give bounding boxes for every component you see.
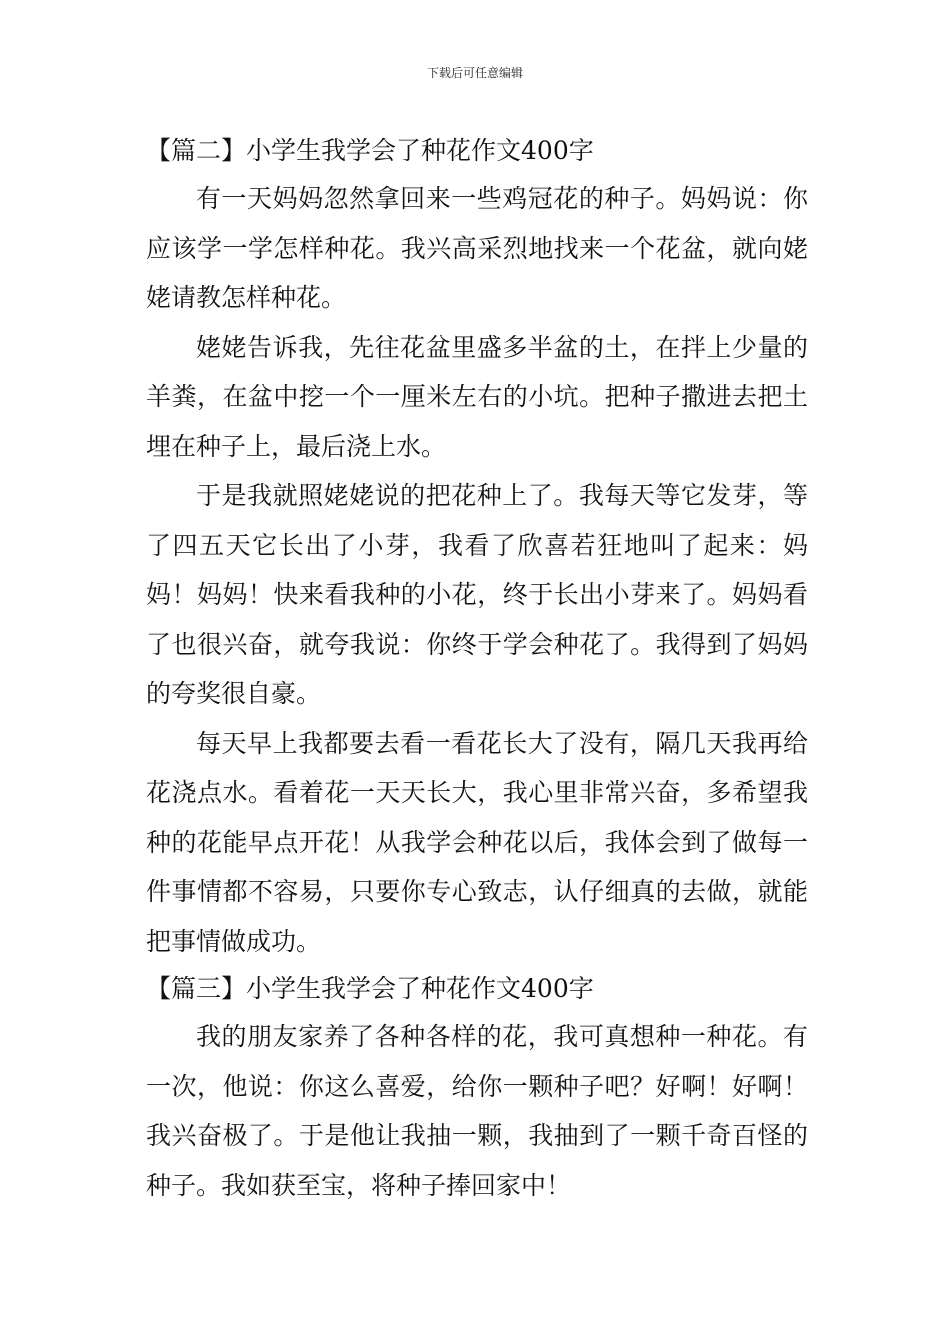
paragraph: 有一天妈妈忽然拿回来一些鸡冠花的种子。妈妈说：你应该学一学怎样种花。我兴高采烈地找来一个花盆，就向姥姥请教怎样种花。 xyxy=(146,184,808,312)
section-3 xyxy=(146,966,808,1210)
section-heading: 【篇二】小学生我学会了种花作文400字 xyxy=(146,136,594,165)
paragraph: 姥姥告诉我，先往花盆里盛多半盆的土，在拌上少量的羊粪，在盆中挖一个一厘米左右的小坑。把种子撒进去把土埋在种子上，最后浇上水。 xyxy=(146,332,808,461)
paragraph: 于是我就照姥姥说的把花种上了。我每天等它发芽，等了四五天它长出了小芽，我看了欣喜若狂地叫了起来：妈妈！妈妈！快来看我种的小花，终于长出小芽来了。妈妈看了也很兴奋，就夸我说：你终于学会种花了。我得到了妈妈的夸奖很自豪。 xyxy=(146,481,808,708)
section-heading: 【篇三】小学生我学会了种花作文400字 xyxy=(146,974,594,1003)
page-header-note: 下载后可任意编辑 xyxy=(426,66,523,80)
section-2 xyxy=(146,128,808,966)
paragraph: 每天早上我都要去看一看花长大了没有，隔几天我再给花浇点水。看着花一天天长大，我心里非常兴奋，多希望我种的花能早点开花！从我学会种花以后，我体会到了做每一件事情都不容易，只要你专心致志，认仔细真的去做，就能把事情做成功。 xyxy=(146,728,808,956)
document-body xyxy=(146,128,808,1210)
paragraph: 我的朋友家养了各种各样的花，我可真想种一种花。有一次，他说：你这么喜爱，给你一颗种子吧？好啊！好啊！我兴奋极了。于是他让我抽一颗，我抽到了一颗千奇百怪的种子。我如获至宝，将种子捧回家中！ xyxy=(146,1022,808,1200)
